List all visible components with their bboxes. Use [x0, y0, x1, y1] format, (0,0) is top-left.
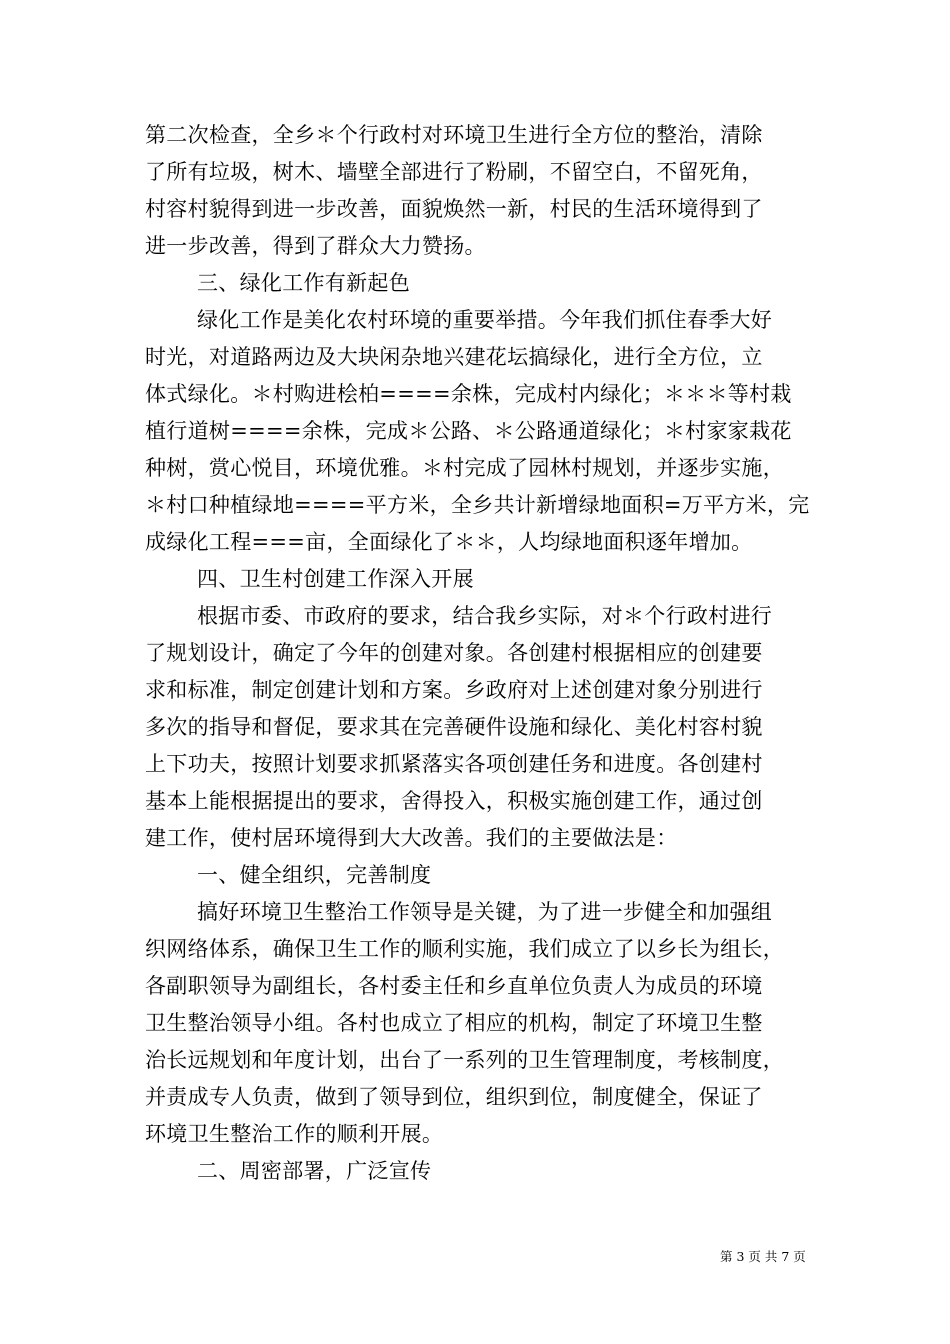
text-line: 基本上能根据提出的要求，舍得投入，积极实施创建工作，通过创: [145, 789, 763, 813]
text-line: 织网络体系，确保卫生工作的顺利实施，我们成立了以乡长为组长，: [145, 937, 784, 961]
page-number: 第 3 页 共 7 页: [720, 1249, 806, 1264]
text-line: 多次的指导和督促，要求其在完善硬件设施和绿化、美化村容村貌: [145, 715, 763, 739]
text-line: 了所有垃圾，树木、墙壁全部进行了粉刷，不留空白，不留死角，: [145, 160, 763, 184]
text-line: 搞好环境卫生整治工作领导是关键，为了进一步健全和加强组: [197, 900, 773, 924]
section-heading: 四、卫生村创建工作深入开展: [197, 567, 474, 591]
text-line: 绿化工作是美化农村环境的重要举措。今年我们抓住春季大好: [197, 308, 773, 332]
text-line: 时光，对道路两边及大块闲杂地兴建花坛搞绿化，进行全方位，立: [145, 345, 763, 369]
text-line: 环境卫生整治工作的顺利开展。: [145, 1122, 444, 1146]
text-line: 第二次检查，全乡＊个行政村对环境卫生进行全方位的整治，清除: [145, 123, 763, 147]
text-line: ＊村口种植绿地====平方米，全乡共计新增绿地面积=万平方米，完: [145, 493, 810, 517]
section-heading: 二、周密部署，广泛宣传: [197, 1159, 432, 1183]
text-line: 卫生整治领导小组。各村也成立了相应的机构，制定了环境卫生整: [145, 1011, 763, 1035]
text-line: 求和标准，制定创建计划和方案。乡政府对上述创建对象分别进行: [145, 678, 763, 702]
text-line: 成绿化工程===亩，全面绿化了＊＊，人均绿地面积逐年增加。: [145, 530, 753, 554]
text-line: 建工作，使村居环境得到大大改善。我们的主要做法是：: [145, 826, 678, 850]
text-line: 治长远规划和年度计划，出台了一系列的卫生管理制度，考核制度，: [145, 1048, 784, 1072]
text-line: 了规划设计，确定了今年的创建对象。各创建村根据相应的创建要: [145, 641, 763, 665]
text-line: 村容村貌得到进一步改善，面貌焕然一新，村民的生活环境得到了: [145, 197, 763, 221]
text-line: 体式绿化。＊村购进桧柏====余株，完成村内绿化；＊＊＊等村栽: [145, 382, 792, 406]
section-heading: 一、健全组织，完善制度: [197, 863, 432, 887]
text-line: 进一步改善，得到了群众大力赞扬。: [145, 234, 486, 258]
text-line: 植行道树====余株，完成＊公路、＊公路通道绿化；＊村家家栽花: [145, 419, 792, 443]
text-line: 种树，赏心悦目，环境优雅。＊村完成了园林村规划，并逐步实施，: [145, 456, 784, 480]
text-line: 根据市委、市政府的要求，结合我乡实际，对＊个行政村进行: [197, 604, 773, 628]
text-line: 并责成专人负责，做到了领导到位，组织到位，制度健全，保证了: [145, 1085, 763, 1109]
section-heading: 三、绿化工作有新起色: [197, 271, 410, 295]
text-line: 各副职领导为副组长，各村委主任和乡直单位负责人为成员的环境: [145, 974, 763, 998]
text-line: 上下功夫，按照计划要求抓紧落实各项创建任务和进度。各创建村: [145, 752, 763, 776]
